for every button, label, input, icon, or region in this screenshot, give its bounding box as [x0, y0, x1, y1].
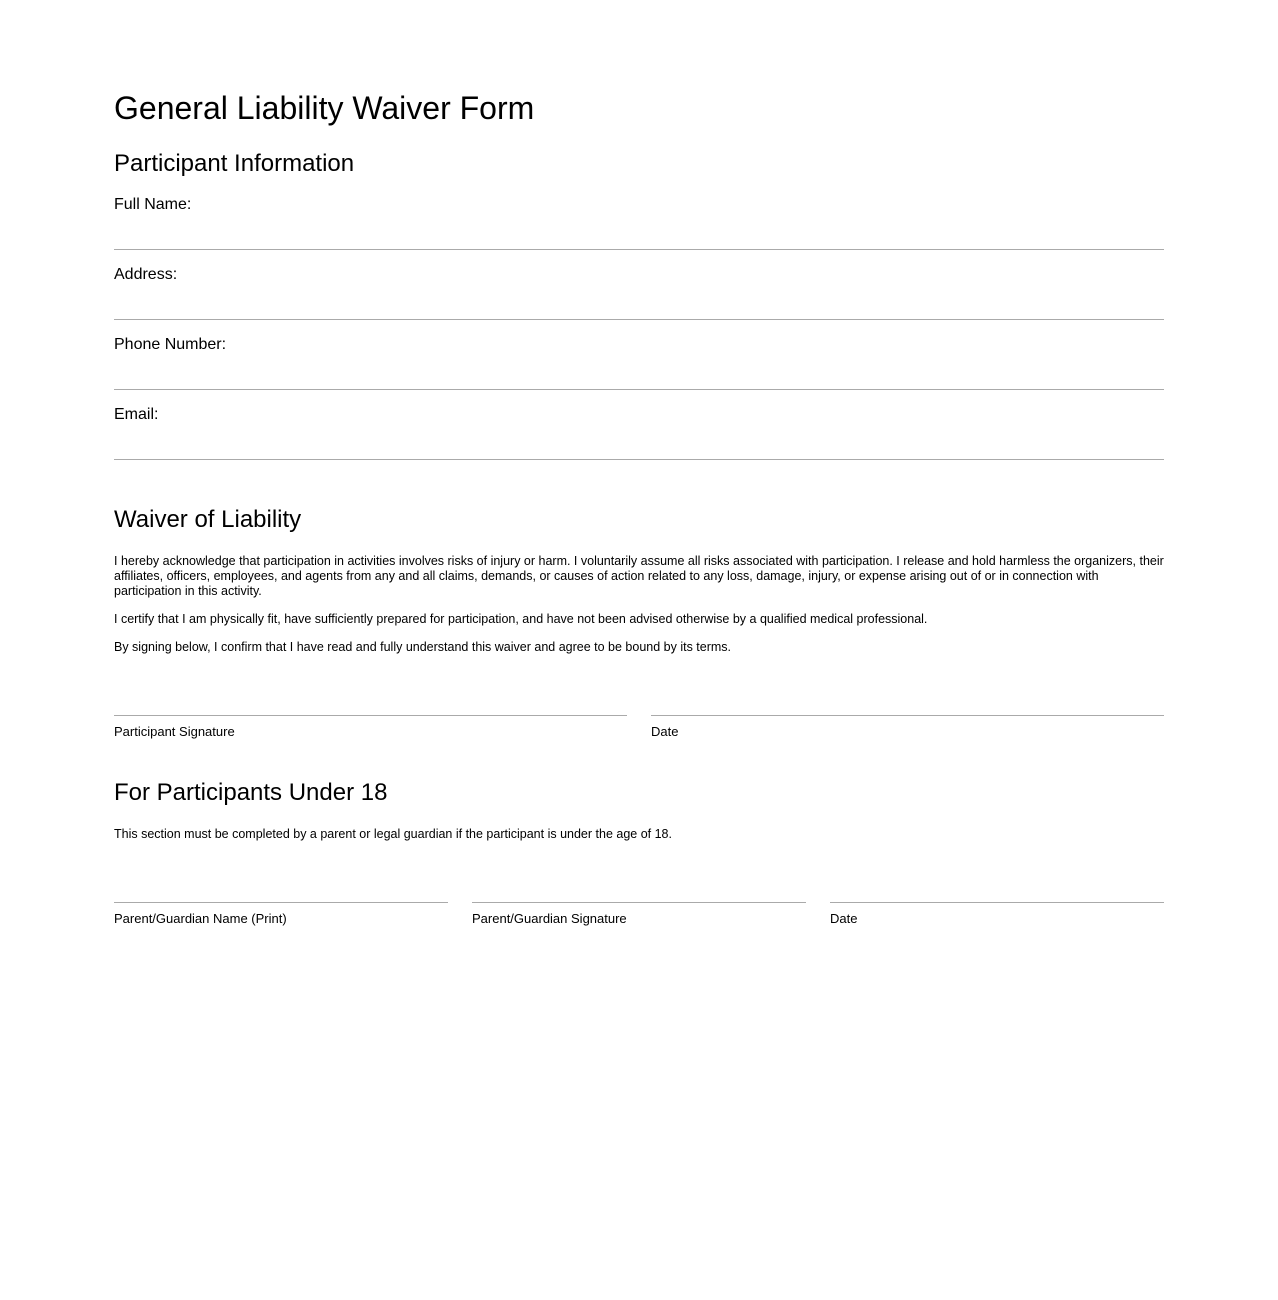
address-label: Address: — [114, 266, 178, 283]
guardian-date-line[interactable]: Date — [830, 902, 1164, 926]
email-label: Email: — [114, 406, 159, 423]
address-field[interactable] — [114, 266, 1164, 320]
waiver-paragraph: By signing below, I confirm that I have read and fully understand this waiver and agree to be bound by its terms. — [114, 640, 732, 654]
guardian-signature-line[interactable]: Parent/Guardian Signature — [472, 902, 806, 926]
participant-signature-line[interactable]: Participant Signature — [114, 715, 627, 739]
guardian-name-line[interactable]: Parent/Guardian Name (Print) — [114, 902, 448, 926]
minors-heading: For Participants Under 18 — [114, 779, 388, 806]
page-title: General Liability Waiver Form — [114, 90, 535, 126]
participant-signature-row — [114, 715, 1164, 739]
phone-label: Phone Number: — [114, 336, 227, 353]
waiver-paragraph: I certify that I am physically fit, have sufficiently prepared for participation, and have not been advised otherwise by a qualified medical professional. — [114, 612, 928, 626]
full-name-field[interactable] — [114, 196, 1164, 250]
email-field[interactable] — [114, 406, 1164, 460]
participant-date-line[interactable]: Date — [651, 715, 1164, 739]
waiver-heading: Waiver of Liability — [114, 506, 302, 533]
minors-note: This section must be completed by a parent or legal guardian if the participant is under the age of 18. — [114, 827, 672, 841]
full-name-label: Full Name: — [114, 196, 192, 213]
guardian-signature-row — [114, 902, 1164, 926]
waiver-paragraph: I hereby acknowledge that participation in activities involves risks of injury or harm. I voluntarily assume all risks associated with participation. I release and hold harmless the organizers, their affiliates, officers, employees, and agents from any and all claims, demands, or causes of action related to any loss, damage, injury, or expense arising out of or in connection with participation in this activity. — [114, 554, 1164, 598]
phone-field[interactable] — [114, 336, 1164, 390]
participant-info-heading: Participant Information — [114, 150, 355, 177]
